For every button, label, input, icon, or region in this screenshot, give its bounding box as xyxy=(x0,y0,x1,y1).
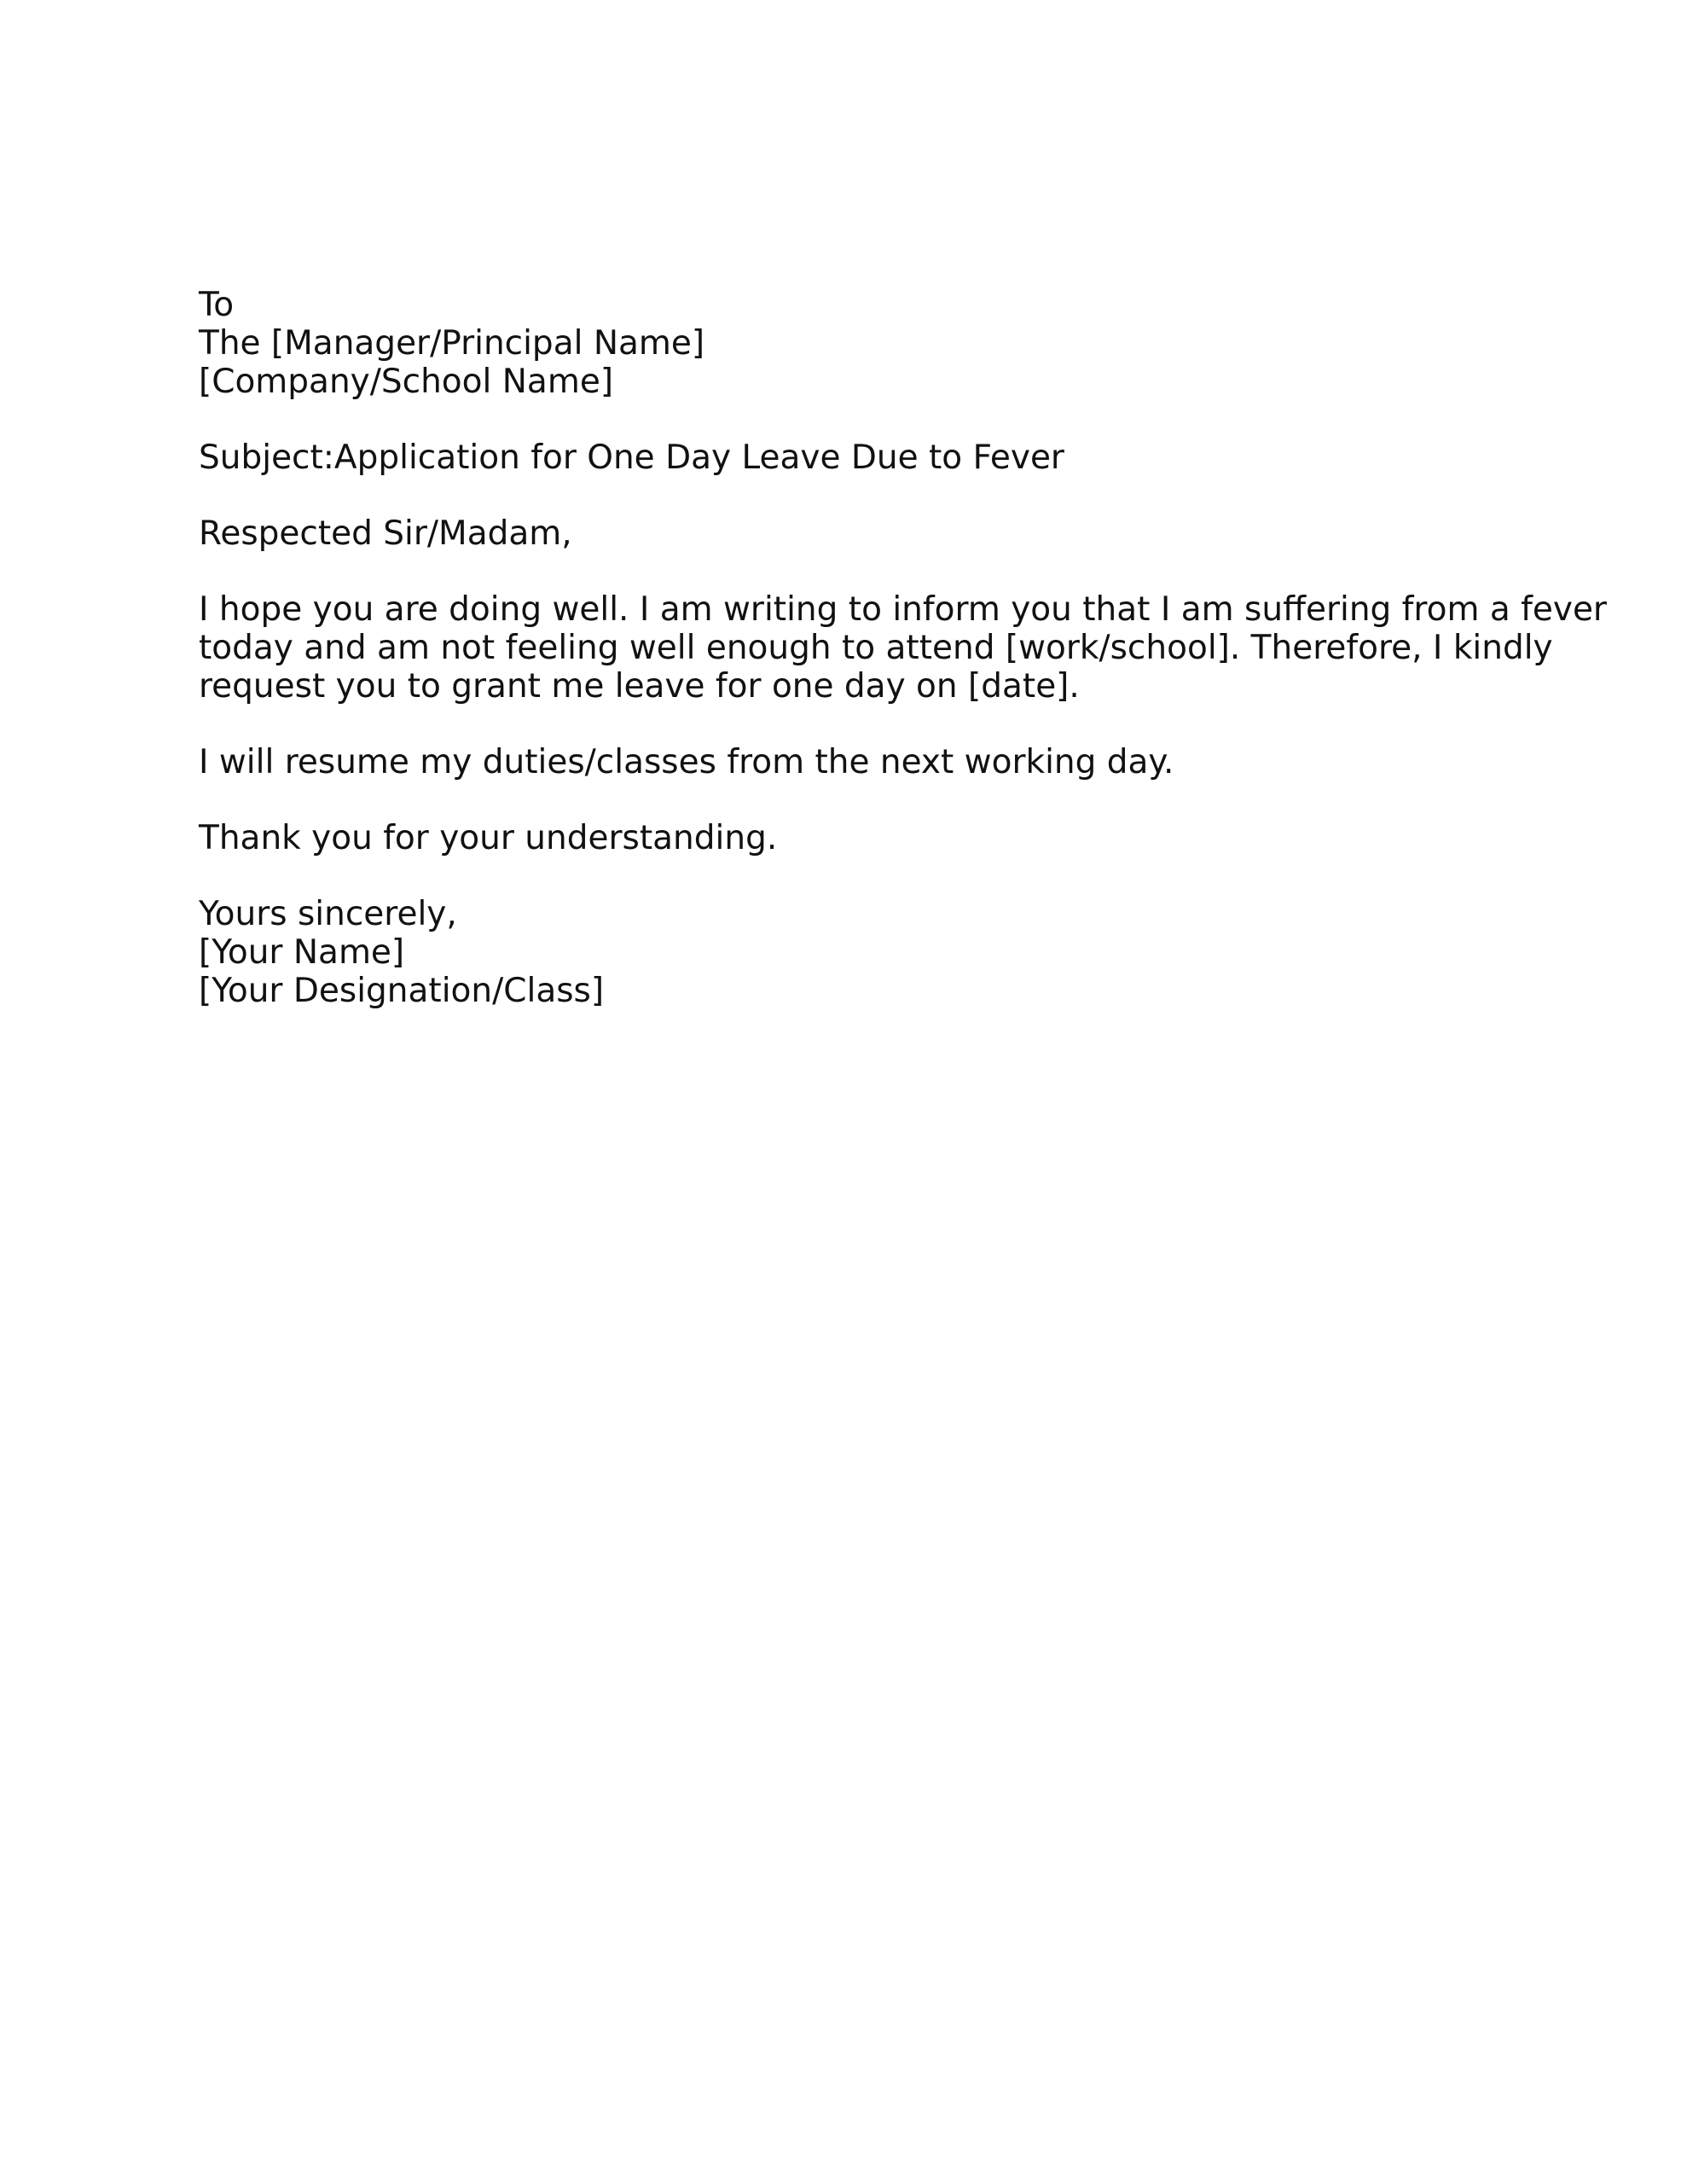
salutation: Respected Sir/Madam, xyxy=(199,514,572,553)
body-paragraph-1-line: today and am not feeling well enough to attend [work/school]. Therefore, I kindly xyxy=(199,629,1553,667)
body-paragraph-1-line: request you to grant me leave for one day on [date]. xyxy=(199,667,1080,706)
body-paragraph-2: I will resume my duties/classes from the next working day. xyxy=(199,743,1174,781)
subject-line: Subject:Application for One Day Leave Due to Fever xyxy=(199,439,1064,477)
recipient-block xyxy=(199,286,1529,401)
recipient-organization: [Company/School Name] xyxy=(199,363,614,401)
spacer xyxy=(199,477,1529,514)
spacer xyxy=(199,781,1529,819)
body-paragraph-3: Thank you for your understanding. xyxy=(199,819,778,857)
closing-designation: [Your Designation/Class] xyxy=(199,972,605,1010)
leave-application-letter xyxy=(199,286,1607,1010)
closing-block xyxy=(199,895,1529,1010)
closing-name: [Your Name] xyxy=(199,933,405,972)
spacer xyxy=(199,857,1529,895)
recipient-to: To xyxy=(199,286,235,324)
spacer xyxy=(199,401,1529,439)
closing-sign-off: Yours sincerely, xyxy=(199,895,457,933)
recipient-name: The [Manager/Principal Name] xyxy=(199,324,705,363)
body-paragraph-1 xyxy=(199,590,1607,706)
spacer xyxy=(199,553,1529,590)
spacer xyxy=(199,706,1529,743)
body-paragraph-1-line: I hope you are doing well. I am writing to inform you that I am suffering from a fever xyxy=(199,590,1607,629)
